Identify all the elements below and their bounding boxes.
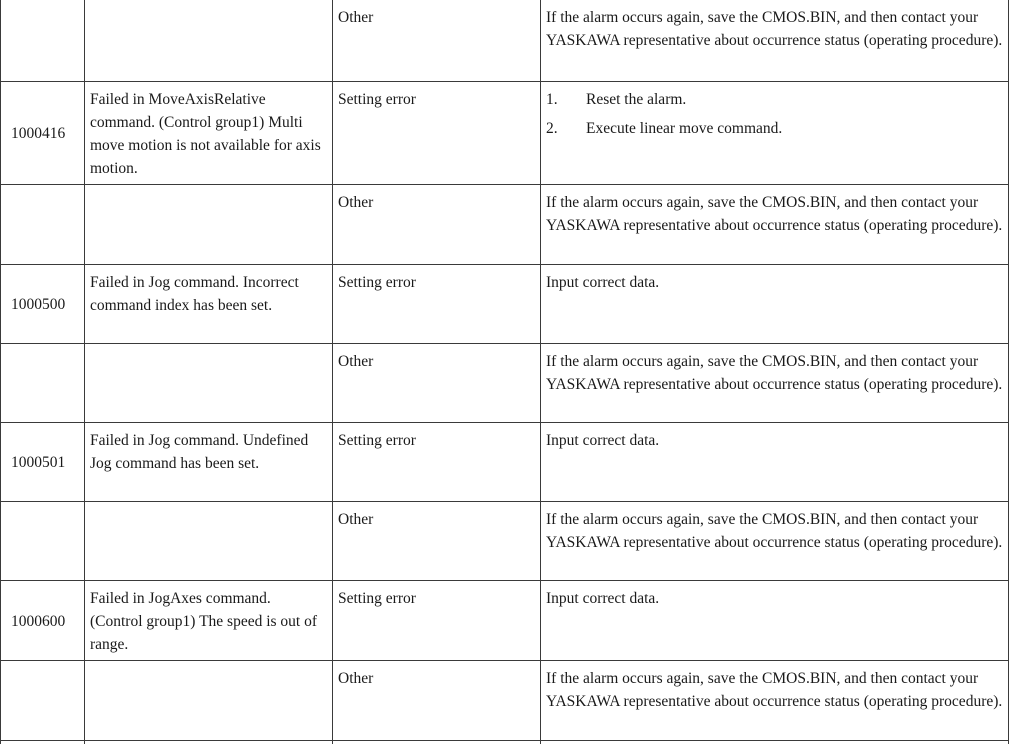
alarm-code-cell: 1000500 (1, 264, 85, 343)
alarm-code-cell: 1000600 (1, 580, 85, 660)
description-cell: Failed in Jog command. Incorrect command index has been set. (85, 264, 333, 343)
step-number: 1. (546, 90, 558, 108)
step-number: 2. (546, 119, 558, 137)
list-item (546, 88, 1003, 111)
alarm-code-cell (1, 660, 85, 740)
table-row (1, 184, 1009, 264)
remedy-cell: If the alarm occurs again, save the CMOS.BIN, and then contact your YASKAWA representative about occurrence status (operating procedure). (541, 0, 1009, 81)
table-row (1, 660, 1009, 740)
description-cell: Failed in Jog command. Undefined Jog command has been set. (85, 422, 333, 501)
remedy-cell: If the alarm occurs again, save the CMOS.BIN, and then contact your YASKAWA representative about occurrence status (operating procedure). (541, 501, 1009, 580)
description-cell (85, 501, 333, 580)
remedy-cell: If the alarm occurs again, save the CMOS.BIN, and then contact your YASKAWA representative about occurrence status (operating procedure). (541, 343, 1009, 422)
remedy-cell: Input correct data. (541, 264, 1009, 343)
cause-cell: Other (333, 660, 541, 740)
table-row (1, 501, 1009, 580)
step-text: Reset the alarm. (586, 90, 687, 108)
table-row (1, 0, 1009, 81)
description-cell (85, 343, 333, 422)
cause-cell: Other (333, 501, 541, 580)
list-item (546, 117, 1003, 140)
remedy-cell (541, 81, 1009, 184)
alarm-code-cell (1, 343, 85, 422)
cause-cell: Setting error (333, 264, 541, 343)
remedy-steps-list (546, 88, 1003, 140)
alarm-code-cell (1, 0, 85, 81)
alarm-code-cell: 1000416 (1, 81, 85, 184)
table-row (1, 81, 1009, 184)
step-text: Execute linear move command. (586, 119, 783, 137)
description-cell (85, 0, 333, 81)
table-row (1, 580, 1009, 660)
description-cell (85, 660, 333, 740)
cause-cell: Other (333, 0, 541, 81)
remedy-cell: If the alarm occurs again, save the CMOS.BIN, and then contact your YASKAWA representative about occurrence status (operating procedure). (541, 184, 1009, 264)
cause-cell: Other (333, 343, 541, 422)
table-row (1, 422, 1009, 501)
remedy-cell: If the alarm occurs again, save the CMOS.BIN, and then contact your YASKAWA representative about occurrence status (operating procedure). (541, 660, 1009, 740)
remedy-cell: Input correct data. (541, 580, 1009, 660)
remedy-cell: Input correct data. (541, 422, 1009, 501)
description-cell: Failed in MoveAxisRelative command. (Control group1) Multi move motion is not available for axis motion. (85, 81, 333, 184)
cause-cell: Setting error (333, 422, 541, 501)
table-row (1, 264, 1009, 343)
table-row (1, 343, 1009, 422)
cause-cell: Setting error (333, 580, 541, 660)
alarm-code-cell: 1000501 (1, 422, 85, 501)
description-cell: Failed in JogAxes command. (Control group1) The speed is out of range. (85, 580, 333, 660)
alarm-code-cell (1, 184, 85, 264)
cause-cell: Setting error (333, 81, 541, 184)
alarm-code-cell (1, 501, 85, 580)
description-cell (85, 184, 333, 264)
cause-cell: Other (333, 184, 541, 264)
